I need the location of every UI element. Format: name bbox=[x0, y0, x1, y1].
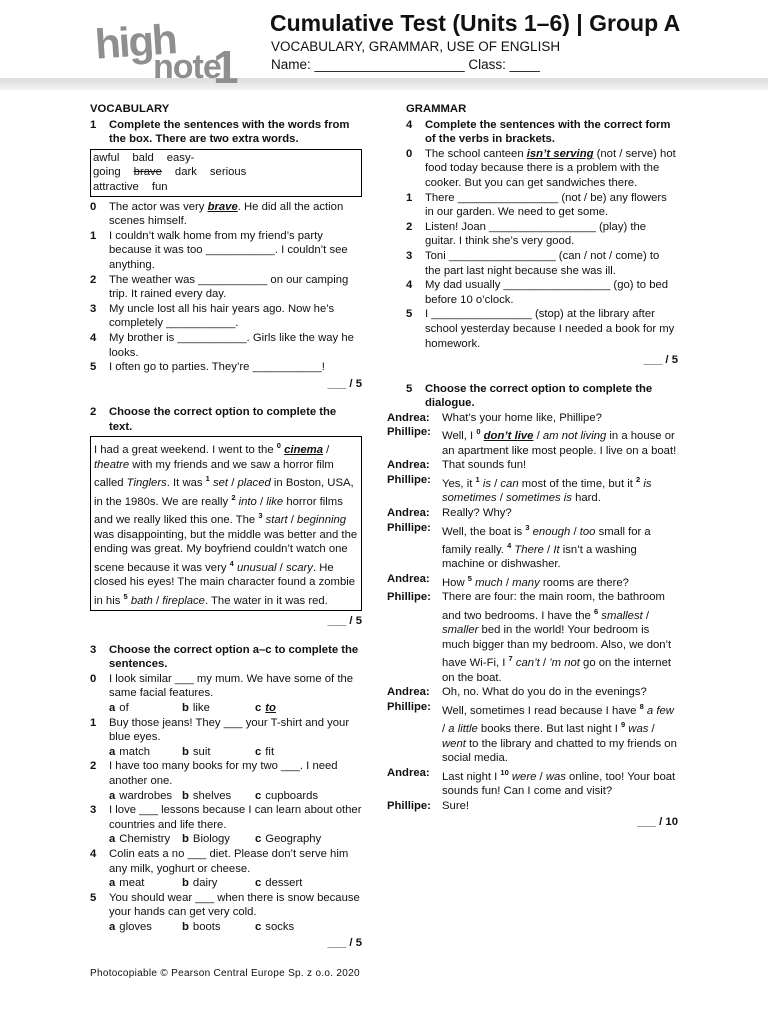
dialogue-line: Phillipe: There are four: the main room, the bathroom and two bedrooms. I have the $^6$ smallest / smaller bed in the world! Your bedroom is much bigger than my bedroom. Also, we don’t have Wi-Fi, I $^7$ can’t / ’m not go on the internet on the boat. bbox=[387, 591, 672, 684]
ex5-score[interactable]: ___ / 10 bbox=[637, 816, 678, 829]
ex3-options-2[interactable]: a wardrobes b shelves c cupboards bbox=[109, 789, 319, 802]
left-column bbox=[90, 102, 362, 951]
ex3-item-1: 1 Buy those jeans! They ___ your T-shirt and your blue eyes. bbox=[90, 716, 350, 744]
ex4-item-1[interactable]: 1 There ________________ (not / be) any flowers in our garden. We need to get some. bbox=[406, 191, 667, 219]
logo-note: note bbox=[153, 48, 221, 86]
high-note-logo bbox=[93, 14, 245, 93]
dialogue-line: Andrea: Last night I $^{10}$ were / was online, too! Your boat sounds fun! Can I come and visit? bbox=[387, 766, 676, 798]
exercise-3-instruction: 3 Choose the correct option a–c to complete the sentences. bbox=[90, 643, 359, 671]
ex3-options-4[interactable]: a meat b dairy c dessert bbox=[109, 877, 303, 890]
ex4-item-5[interactable]: 5 I ________________ (stop) at the library after school yesterday because I needed a book for my homework. bbox=[406, 308, 675, 350]
logo-high: high bbox=[93, 15, 178, 68]
exercise-2-instruction: 2 Choose the correct option to complete the text. bbox=[90, 406, 337, 433]
dialogue-line: Phillipe: Yes, it $^1$ is / can most of the time, but it $^2$ is sometimes / sometimes is hard. bbox=[387, 474, 652, 505]
page-subtitle: VOCABULARY, GRAMMAR, USE OF ENGLISH bbox=[271, 39, 561, 54]
ex3-options-5[interactable]: a gloves b boots c socks bbox=[109, 920, 295, 933]
ex1-score[interactable]: ___ / 5 bbox=[327, 377, 362, 390]
ex3-item-3: 3 I love ___ lessons because I can learn about other countries and life there. bbox=[90, 804, 362, 831]
ex3-item-4: 4 Colin eats a no ___ diet. Please don’t serve him any milk, yoghurt or cheese. bbox=[90, 847, 349, 875]
exercise-4-instruction: 4 Complete the sentences with the correct form of the verbs in brackets. bbox=[406, 118, 671, 146]
ex3-options-0: a of b like c to bbox=[109, 701, 276, 714]
page-title: Cumulative Test (Units 1–6) | Group A bbox=[270, 10, 681, 36]
ex3-item-2: 2 I have too many books for my two ___. I need another one. bbox=[90, 760, 338, 787]
ex5-dialogue[interactable] bbox=[387, 411, 678, 814]
grammar-heading: GRAMMAR bbox=[406, 103, 467, 115]
name-class-line[interactable]: Name: ____________________ Class: ____ bbox=[271, 57, 540, 72]
ex2-score[interactable]: ___ / 5 bbox=[327, 615, 362, 627]
vocabulary-heading: VOCABULARY bbox=[90, 103, 170, 115]
ex2-text-box[interactable]: I had a great weekend. I went to the $^0$ cinema / theatre with my friends and we saw a horror film called Tinglers. It was $^1$ set / placed in Boston, USA, in the 1980s. We are really $^2$ into / like horror films and we really liked this one. The $^3$ start / beginning was disappointing, but the middle was better and the ending was great. My boyfriend couldn’t watch one scene because it was very $^4$ unusual / scary. He closed his eyes! The main character found a zombie in his $^5$ bath / fireplace. The water in it was red. bbox=[90, 436, 362, 611]
dialogue-line: Phillipe: Well, I $^0$ don’t live / am not living in a house or an apartment like most people. I live on a boat! bbox=[387, 426, 677, 457]
ex3-options-1[interactable]: a match b suit c fit bbox=[109, 745, 275, 758]
ex3-item-5: 5 You should wear ___ when there is snow because your hands can get very cold. bbox=[90, 891, 360, 919]
dialogue-line: Phillipe: Well, the boat is $^3$ enough / too small for a family really. $^4$ There / It isn’t a washing machine or dishwasher. bbox=[387, 521, 651, 571]
ex1-item-5[interactable]: 5 I often go to parties. They’re ___________! bbox=[90, 361, 325, 374]
right-column bbox=[387, 102, 678, 830]
ex4-item-4[interactable]: 4 My dad usually _________________ (go) to bed before 10 o’clock. bbox=[406, 279, 669, 306]
ex1-item-2[interactable]: 2 The weather was ___________ on our camping trip. It rained every day. bbox=[90, 273, 349, 301]
footer-copyright: Photocopiable © Pearson Central Europe Sp. z o.o. 2020 bbox=[90, 968, 360, 979]
ex3-item-0: 0 I look similar ___ my mum. We have some of the same facial features. bbox=[90, 672, 354, 700]
ex4-item-3[interactable]: 3 Toni _________________ (can / not / come) to the part last night because she was ill. bbox=[406, 249, 660, 277]
ex4-item-2[interactable]: 2 Listen! Joan _________________ (play) the guitar. I think she’s very good. bbox=[406, 220, 647, 248]
exercise-1-instruction: 1 Complete the sentences with the words from the box. There are two extra words. bbox=[90, 118, 350, 146]
dialogue-line: Phillipe: Well, sometimes I read because I have $^8$ a few / a little books there. But last night I $^9$ was / went to the library and chatted to my friends on social media. bbox=[387, 700, 677, 765]
ex4-score[interactable]: ___ / 5 bbox=[643, 354, 678, 367]
ex1-item-1[interactable]: 1 I couldn’t walk home from my friend’s party because it was too ___________. I couldn’t see anything. bbox=[90, 229, 348, 271]
dialogue-line: Andrea: That sounds fun! bbox=[387, 459, 527, 472]
ex4-item-0: 0 The school canteen isn’t serving (not / serve) hot food today because there is a problem with the cooker. But you can get sandwiches there. bbox=[406, 147, 676, 189]
ex1-item-0: 0 The actor was very brave. He did all the action scenes himself. bbox=[90, 200, 344, 228]
word-box: awful bald easy-going brave dark serious attractive fun bbox=[90, 149, 362, 197]
dialogue-line: Andrea: Really? Why? bbox=[387, 506, 512, 519]
ex1-item-3[interactable]: 3 My uncle lost all his hair years ago. Now he’s completely ___________. bbox=[90, 302, 335, 330]
dialogue-line: Andrea: What’s your home like, Phillipe? bbox=[387, 411, 602, 424]
ex3-options-3[interactable]: a Chemistry b Biology c Geography bbox=[109, 833, 322, 846]
exercise-5-instruction: 5 Choose the correct option to complete the dialogue. bbox=[406, 382, 653, 410]
ex1-item-4[interactable]: 4 My brother is ___________. Girls like the way he looks. bbox=[90, 331, 354, 359]
ex3-score[interactable]: ___ / 5 bbox=[327, 937, 362, 950]
dialogue-line: Andrea: How $^5$ much / many rooms are there? bbox=[387, 572, 629, 589]
logo-number: 1 bbox=[213, 41, 239, 93]
dialogue-line: Andrea: Oh, no. What do you do in the evenings? bbox=[387, 686, 647, 699]
dialogue-line: Phillipe: Sure! bbox=[387, 799, 470, 812]
